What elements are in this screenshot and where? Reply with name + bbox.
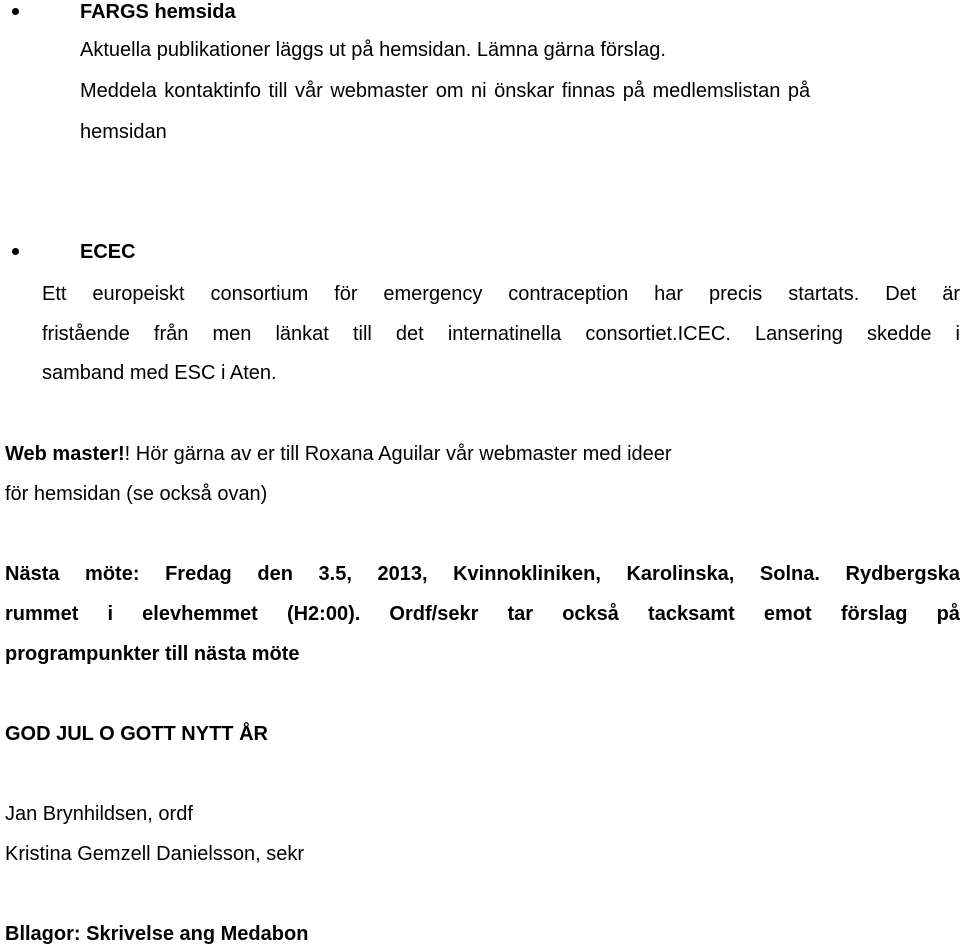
bullet-fargs xyxy=(12,8,19,15)
webmaster-line-1 xyxy=(5,442,672,466)
signature-chair: Jan Brynhildsen, ordf xyxy=(5,803,193,825)
webmaster-text: ! Hör gärna av er till Roxana Aguilar vår webmaster med ideer xyxy=(124,443,672,465)
meeting-line-3: programpunkter till nästa möte xyxy=(5,643,300,665)
greeting: GOD JUL O GOTT NYTT ÅR xyxy=(5,723,268,745)
ecec-line-1: Ett europeiskt consortium för emergency contraception har precis startats. Det är xyxy=(42,283,960,305)
ecec-line-2: fristående från men länkat till det internatinella consortiet.ICEC. Lansering skedde i xyxy=(42,323,960,345)
fargs-heading: FARGS hemsida xyxy=(80,1,236,23)
fargs-line-2: Meddela kontaktinfo till vår webmaster om ni önskar finnas på medlemslistan på xyxy=(80,80,811,102)
bullet-ecec xyxy=(12,248,19,255)
ecec-heading: ECEC xyxy=(80,241,136,263)
meeting-line-2: rummet i elevhemmet (H2:00). Ordf/sekr tar också tacksamt emot förslag på xyxy=(5,603,960,625)
webmaster-line-2: för hemsidan (se också ovan) xyxy=(5,483,268,505)
webmaster-label: Web master! xyxy=(5,443,125,465)
signature-secretary: Kristina Gemzell Danielsson, sekr xyxy=(5,843,304,865)
ecec-line-3: samband med ESC i Aten. xyxy=(42,362,277,384)
meeting-line-1: Nästa möte: Fredag den 3.5, 2013, Kvinnokliniken, Karolinska, Solna. Rydbergska xyxy=(5,563,960,585)
fargs-line-1: Aktuella publikationer läggs ut på hemsidan. Lämna gärna förslag. xyxy=(80,39,666,61)
fargs-line-3: hemsidan xyxy=(80,121,167,143)
attachments: Bllagor: Skrivelse ang Medabon xyxy=(5,923,309,945)
